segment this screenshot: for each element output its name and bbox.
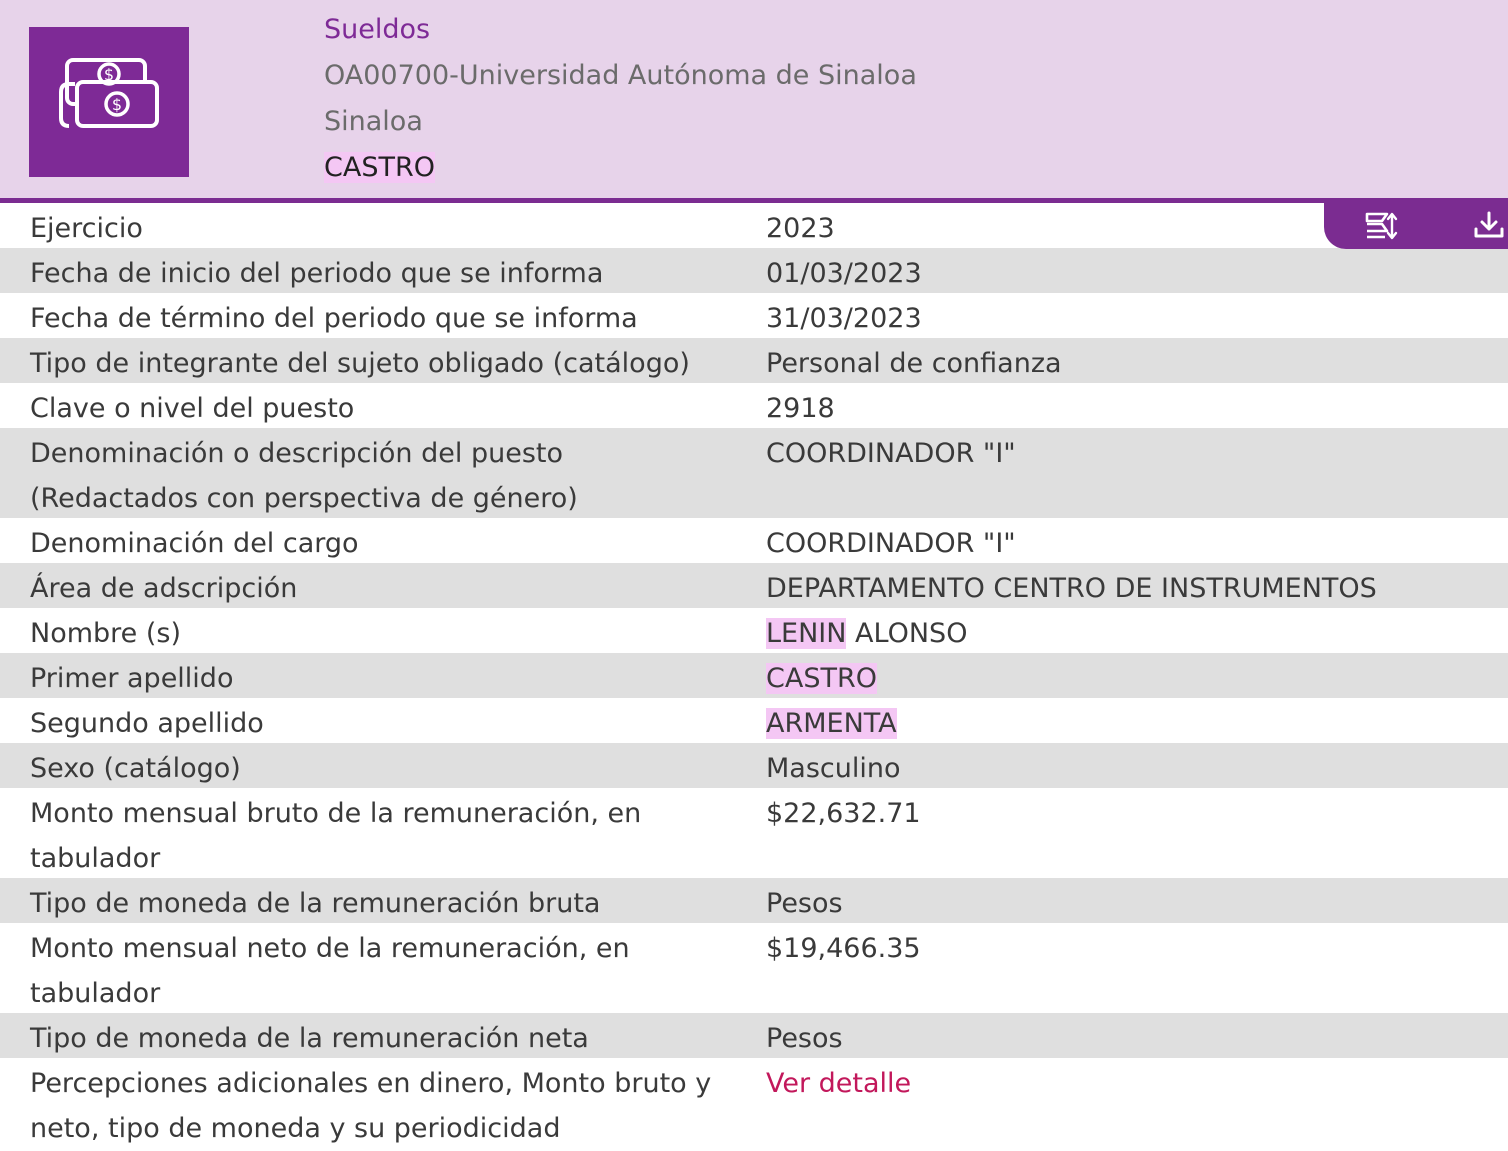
state-name: Sinaloa xyxy=(324,106,423,137)
table-row xyxy=(0,203,1508,248)
table-row xyxy=(0,698,1508,743)
svg-text:$: $ xyxy=(103,65,115,84)
sueldos-logo xyxy=(29,27,189,177)
table-row xyxy=(0,293,1508,338)
sort-rows-icon xyxy=(1364,209,1398,243)
table-row xyxy=(0,1058,1508,1148)
field-label: Denominación o descripción del puesto (Redactados con perspectiva de género) xyxy=(30,438,578,514)
table-row xyxy=(0,563,1508,608)
sort-button[interactable] xyxy=(1364,209,1398,243)
organization-name: OA00700-Universidad Autónoma de Sinaloa xyxy=(324,60,917,91)
money-bills-icon xyxy=(57,52,161,152)
field-label: Fecha de término del periodo que se informa xyxy=(30,303,638,334)
field-label: Área de adscripción xyxy=(30,573,298,604)
field-value: Masculino xyxy=(766,753,901,784)
page-title: Sueldos xyxy=(324,14,431,45)
field-label: Fecha de inicio del periodo que se informa xyxy=(30,258,604,289)
field-label: Tipo de integrante del sujeto obligado (catálogo) xyxy=(30,348,690,379)
table-toolbar xyxy=(1324,203,1508,249)
field-value: $22,632.71 xyxy=(766,798,921,829)
field-value: 2023 xyxy=(766,213,835,244)
svg-text:$: $ xyxy=(111,95,123,114)
field-value: Pesos xyxy=(766,888,843,919)
table-row xyxy=(0,788,1508,878)
download-icon xyxy=(1472,209,1506,243)
download-button[interactable] xyxy=(1472,209,1506,243)
table-row xyxy=(0,428,1508,518)
field-label: Tipo de moneda de la remuneración bruta xyxy=(30,888,601,919)
table-row xyxy=(0,878,1508,923)
table-row xyxy=(0,518,1508,563)
field-value: Pesos xyxy=(766,1023,843,1054)
table-row xyxy=(0,923,1508,1013)
table-row xyxy=(0,383,1508,428)
field-label: Monto mensual neto de la remuneración, en tabulador xyxy=(30,933,630,1009)
field-label: Nombre (s) xyxy=(30,618,181,649)
field-value xyxy=(766,611,967,656)
table-row xyxy=(0,248,1508,293)
field-value: $19,466.35 xyxy=(766,933,921,964)
search-match-highlight: LENIN xyxy=(766,618,847,649)
field-label: Segundo apellido xyxy=(30,708,264,739)
field-label: Monto mensual bruto de la remuneración, en tabulador xyxy=(30,798,642,874)
field-value: DEPARTAMENTO CENTRO DE INSTRUMENTOS xyxy=(766,573,1377,604)
field-value: 31/03/2023 xyxy=(766,303,922,334)
field-value: Personal de confianza xyxy=(766,348,1062,379)
record-table xyxy=(0,203,1508,1148)
field-value: COORDINADOR "I" xyxy=(766,528,1016,559)
table-row xyxy=(0,338,1508,383)
field-label: Sexo (catálogo) xyxy=(30,753,241,784)
field-value: 2918 xyxy=(766,393,835,424)
search-term-highlight: CASTRO xyxy=(324,152,435,183)
field-label: Percepciones adicionales en dinero, Monto bruto y neto, tipo de moneda y su periodicidad xyxy=(30,1068,712,1144)
field-value xyxy=(766,701,897,746)
field-value xyxy=(766,656,877,701)
field-label: Tipo de moneda de la remuneración neta xyxy=(30,1023,589,1054)
field-value: 01/03/2023 xyxy=(766,258,922,289)
field-value: COORDINADOR "I" xyxy=(766,438,1016,469)
field-value xyxy=(766,1061,911,1106)
header xyxy=(0,0,1508,203)
search-match-highlight: CASTRO xyxy=(766,663,877,694)
field-label: Ejercicio xyxy=(30,213,143,244)
field-label: Clave o nivel del puesto xyxy=(30,393,355,424)
table-row xyxy=(0,653,1508,698)
field-value-rest: ALONSO xyxy=(846,618,968,649)
table-row xyxy=(0,743,1508,788)
field-label: Primer apellido xyxy=(30,663,234,694)
ver-detalle-link[interactable]: Ver detalle xyxy=(766,1068,912,1099)
table-row xyxy=(0,1013,1508,1058)
search-term xyxy=(324,145,435,191)
search-match-highlight: ARMENTA xyxy=(766,708,897,739)
field-label: Denominación del cargo xyxy=(30,528,359,559)
table-row xyxy=(0,608,1508,653)
